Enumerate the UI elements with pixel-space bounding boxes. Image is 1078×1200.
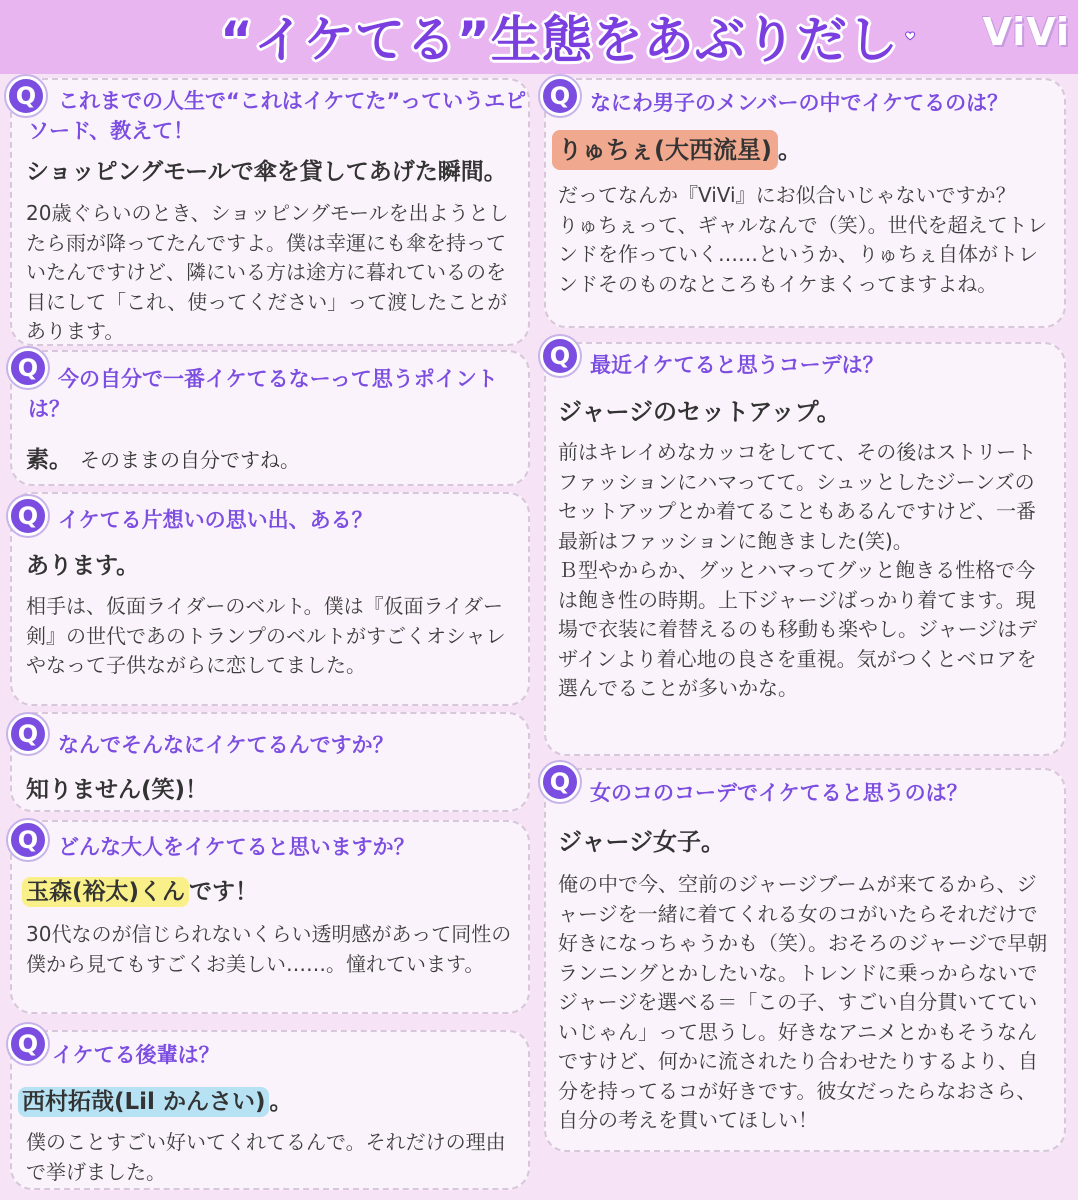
answer-rest: 。 xyxy=(269,1089,293,1115)
answer-body: 僕のことすごい好いてくれてるんで。それだけの理由で挙げました。 xyxy=(26,1130,506,1184)
question-text: なんでそんなにイケてるんですか？ xyxy=(58,733,394,757)
question-text: 女のコのコーデでイケてると思うのは？ xyxy=(590,781,968,805)
title-wrap xyxy=(220,4,915,68)
answer-body: 前はキレイめなカッコをしてて、その後はストリートファッションにハマってて。シュッとしたジーンズのセットアップとか着てることもあるんですけど、一番最新はファッションに飽きました(笑)。 Ｂ型やからか、グッとハマってグッと飽きる性格で今は飽き性の時期。上下ジャージばっかり着てます。現場で衣装に着替えるのも移動も楽やし。ジャージはデザインより着心地の良さを重視。気がつくとベロアを選んでることが多いかな。 xyxy=(558,440,1038,700)
answer-highlight: 西村拓哉(Lil かんさい) xyxy=(18,1087,269,1117)
vivi-logo: ViVi xyxy=(982,10,1070,54)
answer-body: 30代なのが信じられないくらい透明感があって同性の僕から見てもすごくお美しい……。憧れています。 xyxy=(26,922,512,976)
question-text: 今の自分で一番イケてるなーって思うポイントは？ xyxy=(28,367,498,421)
answer-rest: 。 xyxy=(777,136,802,164)
heart-icon xyxy=(905,13,915,59)
answer-heading xyxy=(26,444,300,476)
q-icon: Q xyxy=(8,714,48,754)
answer-body: 20歳ぐらいのとき、ショッピングモールを出ようとしたら雨が降ってたんですよ。僕は幸運にも傘を持っていたんですけど、隣にいる方は途方に暮れているのを目にして「これ、使ってください」って渡したことがあります。 xyxy=(26,201,509,343)
answer-main: 素。 xyxy=(26,447,72,473)
q-icon: Q xyxy=(540,76,580,116)
question-text: イケてる片想いの思い出、ある？ xyxy=(58,508,373,532)
answer-suffix: そのままの自分ですね。 xyxy=(80,448,301,472)
question-text: 最近イケてると思うコーデは？ xyxy=(590,353,884,377)
answer-rest: です！ xyxy=(189,879,259,905)
answer-heading: 知りません(笑)！ xyxy=(26,777,209,803)
answer-highlight: りゅちぇ(大西流星) xyxy=(552,130,778,170)
q-icon: Q xyxy=(8,496,48,536)
header-banner xyxy=(0,0,1078,74)
question-text: イケてる後輩は？ xyxy=(52,1043,220,1067)
question-text: これまでの人生で“これはイケてた”っていうエピソード、教えて！ xyxy=(28,89,527,143)
question-text: どんな大人をイケてると思いますか？ xyxy=(58,835,415,859)
answer-heading xyxy=(552,134,802,166)
q-icon: Q xyxy=(6,76,46,116)
answer-heading: ジャージ女子。 xyxy=(558,828,726,856)
answer-heading: あります。 xyxy=(26,553,140,579)
answer-body: 俺の中で今、空前のジャージブームが来てるから、ジャージを一緒に着てくれる女のコがいたらそれだけで好きになっちゃうかも（笑）。おそろのジャージで早朝ランニングとかしたいな。トレンドに乗っからないでジャージを選べる＝「この子、すごい自分貫いてていいじゃん」って思うし。好きなアニメとかもそうなんですけど、何かに流されたり合わせたりするより、自分を持ってるコが好きです。彼女だったらなおさら、自分の考えを貫いてほしい！ xyxy=(558,872,1048,1132)
q-icon: Q xyxy=(540,336,580,376)
answer-body: 相手は、仮面ライダーのベルト。僕は『仮面ライダー剣』の世代であのトランプのベルトがすごくオシャレやなって子供ながらに恋してました。 xyxy=(26,594,506,677)
q-icon: Q xyxy=(8,820,48,860)
q-icon: Q xyxy=(540,762,580,802)
q-icon: Q xyxy=(8,1024,48,1064)
answer-heading xyxy=(18,1086,292,1118)
page-title: “イケてる”生態をあぶりだし xyxy=(220,11,899,69)
answer-highlight: 玉森(裕太)くん xyxy=(22,877,189,907)
question-text: なにわ男子のメンバーの中でイケてるのは？ xyxy=(590,91,1009,115)
q-icon: Q xyxy=(8,348,48,388)
answer-heading xyxy=(22,876,258,908)
answer-heading: ショッピングモールで傘を貸してあげた瞬間。 xyxy=(26,159,507,185)
answer-heading: ジャージのセットアップ。 xyxy=(558,398,841,426)
answer-body: だってなんか『ViVi』にお似合いじゃないですか？ りゅちぇって、ギャルなんで（笑）。世代を超えてトレンドを作っていく……というか、りゅちぇ自体がトレンドそのものなところもイケまくってますよね。 xyxy=(558,183,1048,296)
